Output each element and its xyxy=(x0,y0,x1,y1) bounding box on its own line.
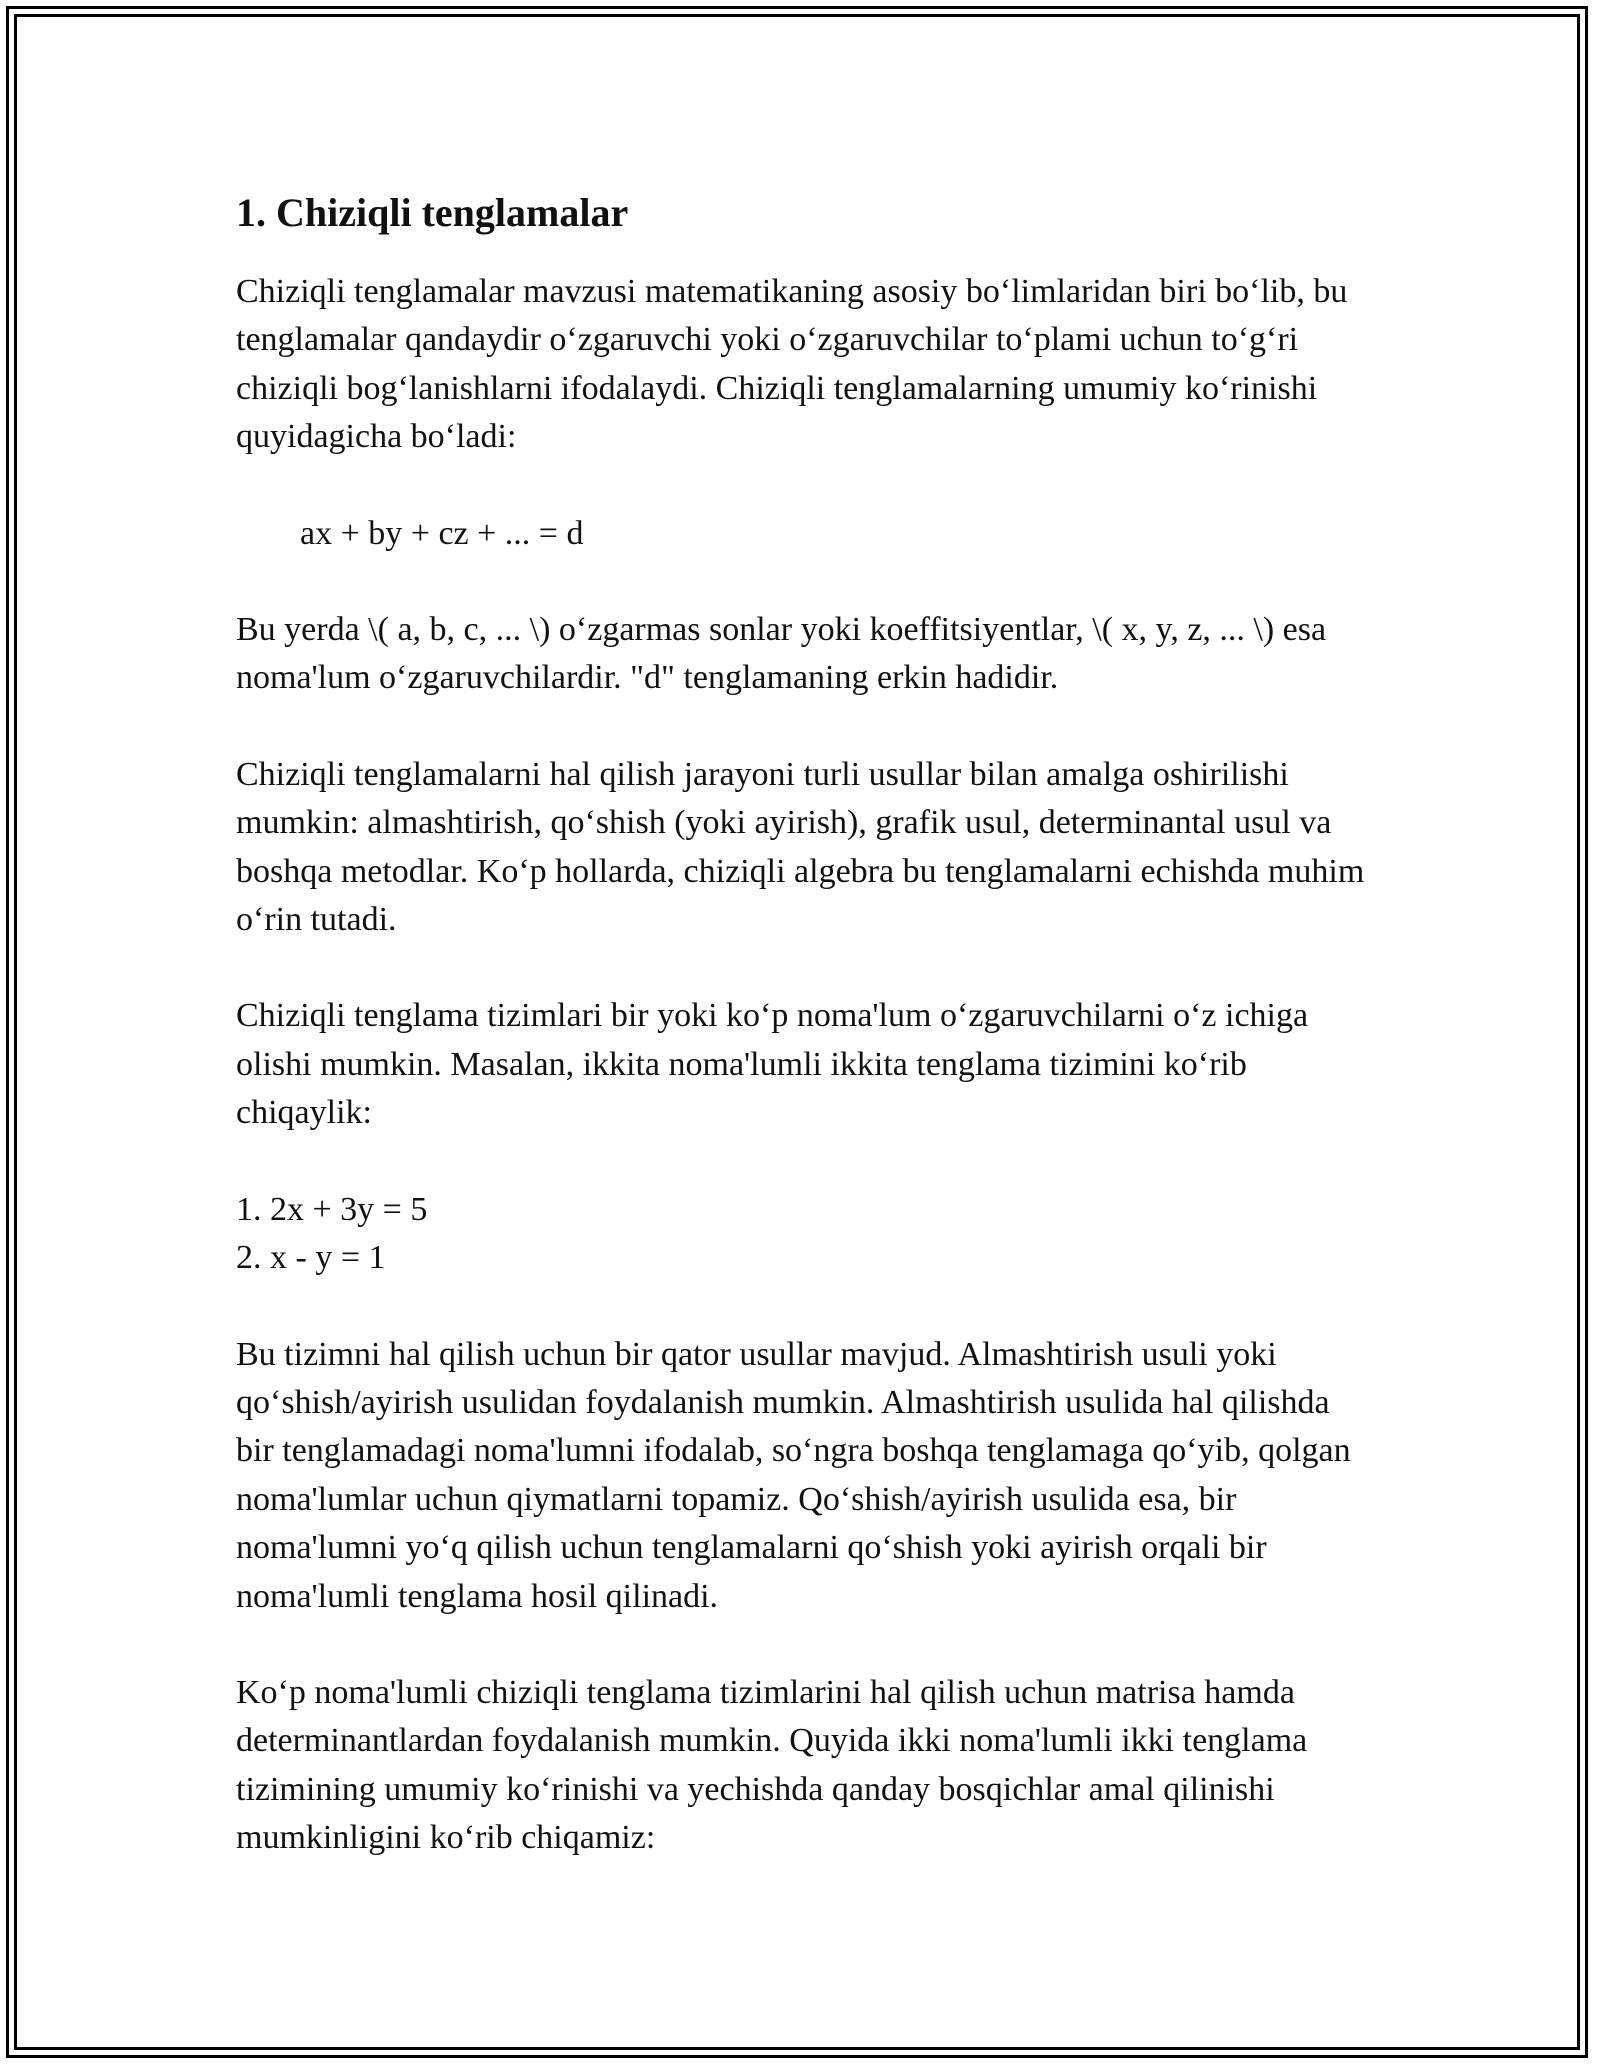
paragraph-matrix: Ko‘p noma'lumli chiziqli tenglama tizimlarini hal qilish uchun matrisa hamda determinantlardan foydalanish mumkin. Quyida ikki noma'lumli ikki tenglama tizimining umumiy ko‘rinishi va yechishda qanday bosqichlar amal qilinishi mumkinligini ko‘rib chiqamiz: xyxy=(236,1673,1308,1857)
paragraph-systems: Chiziqli tenglama tizimlari bir yoki ko‘p noma'lum o‘zgaruvchilarni o‘z ichiga olishi mumkin. Masalan, ikkita noma'lumli ikkita tenglama tizimini ko‘rib chiqaylik: xyxy=(236,997,1309,1132)
paragraph-solution-methods: Bu tizimni hal qilish uchun bir qator usullar mavjud. Almashtirish usuli yoki qo‘shish/ayirish usulidan foydalanish mumkin. Almashtirish usulida hal qilishda bir tenglamadagi noma'lumni ifodalab, so‘ngra boshqa tenglamaga qo‘yib, qolgan noma'lumlar uchun qiymatlarni topamiz. Qo‘shish/ayirish usulida esa, bir noma'lumni yo‘q qilish uchun tenglamalarni qo‘shish yoki ayirish orqali bir noma'lumli tenglama hosil qilinadi. xyxy=(236,1335,1351,1615)
document-body xyxy=(236,186,1366,1911)
paragraph-intro: Chiziqli tenglamalar mavzusi matematikaning asosiy bo‘limlaridan biri bo‘lib, bu tenglamalar qandaydir o‘zgaruvchi yoki o‘zgaruvchilar to‘plami uchun to‘g‘ri chiziqli bog‘lanishlarni ifodalaydi. Chiziqli tenglamalarning umumiy ko‘rinishi quyidagicha bo‘ladi: xyxy=(236,273,1348,456)
equation-list xyxy=(236,1186,1366,1283)
section-heading: 1. Chiziqli tenglamalar xyxy=(236,190,629,235)
equation-item: 1. 2x + 3y = 5 xyxy=(236,1190,428,1228)
general-formula: ax + by + cz + ... = d xyxy=(300,514,584,552)
paragraph-coefficients: Bu yerda \( a, b, c, ... \) o‘zgarmas sonlar yoki koeffitsiyentlar, \( x, y, z, ... \) esa noma'lum o‘zgaruvchilardir. "d" tenglamaning erkin hadidir. xyxy=(236,611,1327,697)
paragraph-methods: Chiziqli tenglamalarni hal qilish jarayoni turli usullar bilan amalga oshirilishi mumkin: almashtirish, qo‘shish (yoki ayirish), grafik usul, determinantal usul va boshqa metodlar. Ko‘p hollarda, chiziqli algebra bu tenglamalarni echishda muhim o‘rin tutadi. xyxy=(236,755,1365,939)
equation-item: 2. x - y = 1 xyxy=(236,1239,386,1277)
